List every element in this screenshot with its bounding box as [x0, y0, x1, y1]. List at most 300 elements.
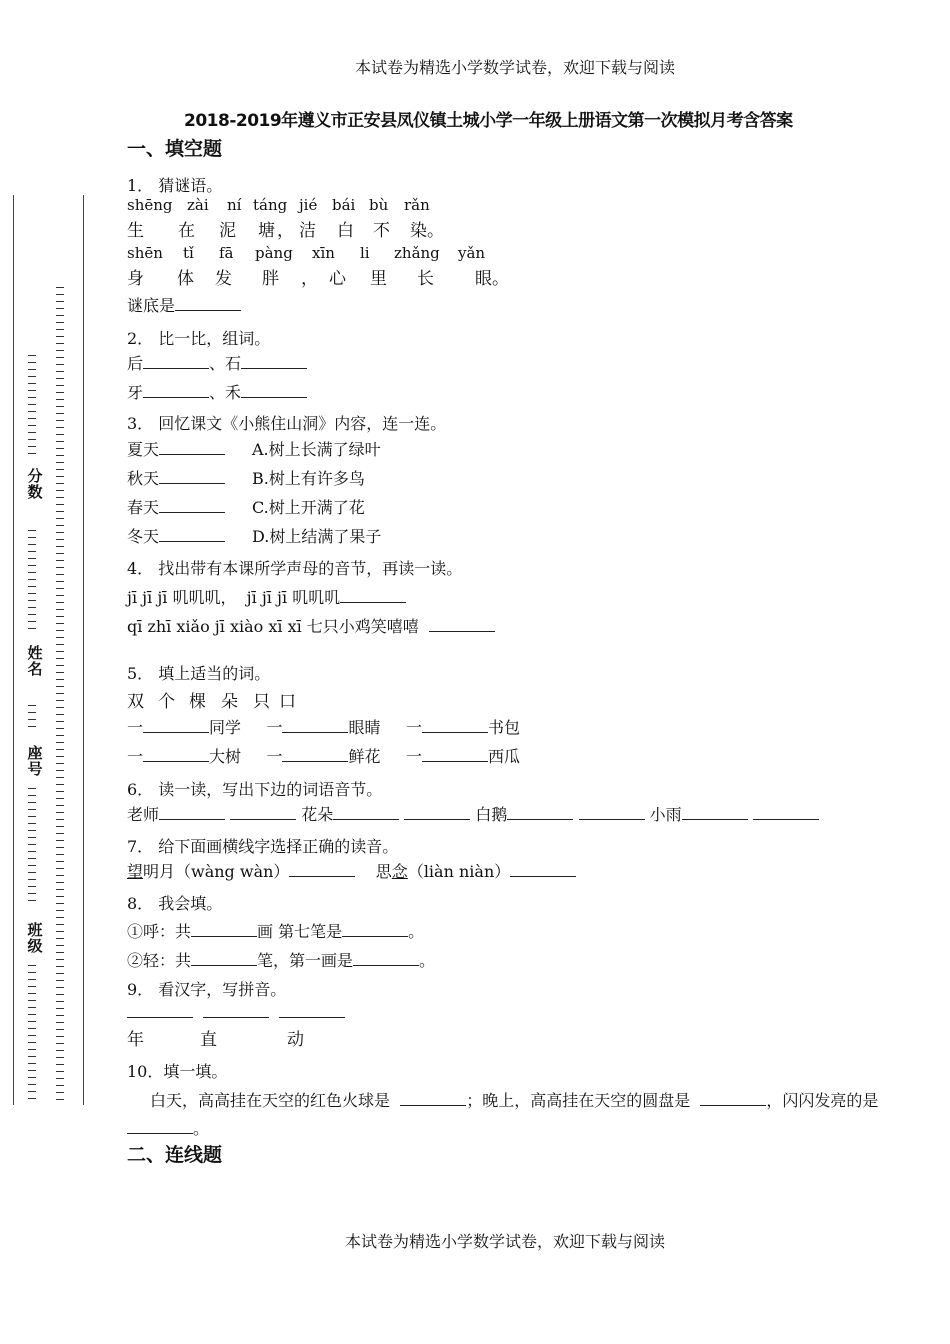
dash-mark — [56, 1064, 64, 1065]
q3-row — [127, 524, 225, 547]
dash-mark — [56, 938, 64, 939]
text: 。 — [193, 1119, 210, 1138]
dash-mark — [28, 1028, 36, 1029]
blank[interactable] — [230, 805, 296, 820]
dash-mark — [56, 574, 64, 575]
dash-mark — [56, 371, 64, 372]
dash-mark — [28, 551, 36, 552]
hanzi: 塘 — [258, 221, 275, 241]
dash-mark — [56, 721, 64, 722]
dash-mark — [28, 1084, 36, 1085]
blank[interactable] — [422, 718, 488, 733]
name-label: 姓名 — [27, 644, 43, 678]
dash-mark — [56, 700, 64, 701]
season: 秋天 — [127, 469, 160, 488]
blank[interactable] — [143, 354, 209, 369]
q7-stem: 7． 给下面画横线字选择正确的读音。 — [127, 837, 399, 856]
dash-mark — [56, 791, 64, 792]
dash-mark — [28, 446, 36, 447]
yi: 一 — [266, 747, 283, 766]
text: ；晚上，高高挂在天空的圆盘是 — [466, 1091, 691, 1110]
yi: 一 — [405, 718, 422, 737]
q2-row2 — [127, 380, 307, 403]
text: ②轻：共 — [127, 951, 192, 970]
pinyin: li — [360, 244, 370, 262]
q1-hanzi-row1 — [127, 216, 457, 241]
dash-mark — [28, 362, 36, 363]
dash-mark — [56, 287, 64, 288]
dash-mark — [28, 600, 36, 601]
blank[interactable] — [753, 805, 819, 820]
dash-mark — [56, 511, 64, 512]
dash-mark — [56, 994, 64, 995]
dash-mark — [56, 623, 64, 624]
q6-row — [127, 802, 819, 825]
dash-mark — [28, 886, 36, 887]
sep: 、 — [209, 383, 226, 402]
q10-line1 — [150, 1088, 878, 1111]
blank[interactable] — [159, 805, 225, 820]
q2-stem: 2． 比一比，组词。 — [127, 329, 271, 348]
blank[interactable] — [241, 354, 307, 369]
q9-chars — [127, 1025, 347, 1050]
q3-option: D.树上结满了果子 — [252, 527, 382, 546]
q4-line2 — [127, 614, 495, 637]
dash-mark — [28, 607, 36, 608]
dash-mark — [56, 343, 64, 344]
word: 白鹅 — [475, 805, 508, 824]
dash-mark — [56, 455, 64, 456]
season: 春天 — [127, 498, 160, 517]
dash-mark — [28, 558, 36, 559]
blank[interactable] — [191, 951, 257, 966]
section-fill-blank: 一、填空题 — [127, 138, 223, 160]
sep: 、 — [209, 354, 226, 373]
dash-mark — [28, 1063, 36, 1064]
dash-mark — [28, 439, 36, 440]
blank[interactable] — [143, 718, 209, 733]
q4-line2-text: qī zhī xiǎo jī xiào xī xī 七只小鸡笑嘻嘻 — [127, 617, 419, 636]
dash-column-left-5 — [28, 965, 36, 1105]
q1-pinyin-row2 — [127, 244, 497, 264]
dash-mark — [28, 788, 36, 789]
dash-mark — [28, 1098, 36, 1099]
word: 花朵 — [301, 805, 334, 824]
dash-mark — [28, 1091, 36, 1092]
season: 冬天 — [127, 527, 160, 546]
dash-mark — [56, 742, 64, 743]
pinyin: ní — [227, 196, 242, 214]
pinyin: shēng — [127, 196, 173, 214]
char: 禾 — [225, 383, 242, 402]
dash-mark — [56, 504, 64, 505]
pinyin: yǎn — [458, 244, 486, 262]
blank[interactable] — [510, 862, 576, 877]
dash-mark — [28, 719, 36, 720]
dash-mark — [56, 1050, 64, 1051]
dash-mark — [28, 816, 36, 817]
dash-mark — [56, 896, 64, 897]
dash-mark — [56, 987, 64, 988]
blank[interactable] — [282, 718, 348, 733]
dash-mark — [28, 1056, 36, 1057]
blank[interactable] — [507, 805, 573, 820]
dash-mark — [56, 686, 64, 687]
text: 。 — [408, 922, 425, 941]
dash-mark — [28, 397, 36, 398]
q2-row1 — [127, 351, 307, 374]
dash-mark — [56, 301, 64, 302]
dash-mark — [28, 621, 36, 622]
word: 大树 — [209, 747, 242, 766]
q3-option: B.树上有许多鸟 — [252, 469, 365, 488]
dash-column-right — [56, 287, 64, 1106]
dash-mark — [28, 425, 36, 426]
dash-mark — [28, 432, 36, 433]
word: 双 — [127, 692, 144, 712]
dash-mark — [56, 294, 64, 295]
blank[interactable] — [127, 1003, 193, 1018]
dash-mark — [28, 893, 36, 894]
dash-mark — [56, 476, 64, 477]
dash-mark — [28, 1049, 36, 1050]
q8-line1 — [127, 919, 424, 942]
dash-mark — [56, 1071, 64, 1072]
dash-mark — [56, 644, 64, 645]
yi: 一 — [266, 718, 283, 737]
blank[interactable] — [159, 498, 225, 513]
dash-mark — [56, 903, 64, 904]
word: 眼睛 — [348, 718, 381, 737]
dash-mark — [56, 763, 64, 764]
dash-mark — [28, 1077, 36, 1078]
dash-mark — [28, 390, 36, 391]
dash-mark — [56, 959, 64, 960]
hanzi: 染。 — [410, 221, 444, 241]
char: 后 — [127, 354, 144, 373]
dash-mark — [28, 872, 36, 873]
q10-line2 — [127, 1116, 209, 1139]
dash-mark — [56, 462, 64, 463]
dash-mark — [56, 497, 64, 498]
blank[interactable] — [279, 1003, 345, 1018]
dash-mark — [28, 418, 36, 419]
dash-mark — [56, 952, 64, 953]
dash-mark — [28, 844, 36, 845]
hanzi: 心 — [329, 269, 346, 289]
hanzi: 身 — [127, 269, 144, 289]
q1-hanzi-row2 — [127, 264, 509, 289]
dash-mark — [56, 770, 64, 771]
blank[interactable] — [241, 383, 307, 398]
dash-mark — [28, 1042, 36, 1043]
dash-mark — [56, 1092, 64, 1093]
dash-mark — [56, 805, 64, 806]
dash-mark — [56, 658, 64, 659]
dash-mark — [28, 453, 36, 454]
underlined-char: 念 — [391, 862, 408, 881]
margin-line-outer — [13, 195, 14, 1105]
blank[interactable] — [700, 1091, 766, 1106]
dash-mark — [56, 441, 64, 442]
dash-mark — [56, 595, 64, 596]
text: ，闪闪发亮的是 — [766, 1091, 879, 1110]
dash-mark — [56, 693, 64, 694]
blank[interactable] — [143, 383, 209, 398]
hanzi: 体 — [177, 269, 194, 289]
dash-mark — [56, 924, 64, 925]
char: 动 — [287, 1030, 304, 1050]
dash-mark — [56, 980, 64, 981]
word: 个 — [158, 692, 175, 712]
dash-mark — [56, 861, 64, 862]
dash-mark — [28, 411, 36, 412]
q4-line1a: jī jī jī 叽叽叽， — [127, 588, 237, 607]
dash-mark — [56, 714, 64, 715]
hanzi: 在 — [178, 221, 195, 241]
dash-mark — [56, 1015, 64, 1016]
word: （liàn niàn） — [407, 862, 511, 881]
blank[interactable] — [282, 747, 348, 762]
dash-mark — [56, 525, 64, 526]
word: 思 — [375, 862, 392, 881]
dash-mark — [56, 385, 64, 386]
dash-mark — [56, 350, 64, 351]
dash-mark — [28, 369, 36, 370]
word: 口 — [279, 692, 296, 712]
blank[interactable] — [127, 1119, 193, 1134]
dash-mark — [28, 579, 36, 580]
dash-mark — [56, 308, 64, 309]
text: 。 — [419, 951, 436, 970]
blank[interactable] — [353, 951, 419, 966]
dash-mark — [56, 630, 64, 631]
blank[interactable] — [333, 805, 399, 820]
blank[interactable] — [159, 469, 225, 484]
pinyin: xīn — [312, 244, 335, 262]
q3-option: A.树上长满了绿叶 — [252, 440, 381, 459]
dash-mark — [56, 518, 64, 519]
pinyin: jié — [299, 196, 318, 214]
q3-stem: 3． 回忆课文《小熊住山洞》内容，连一连。 — [127, 414, 447, 433]
dash-mark — [56, 364, 64, 365]
dash-mark — [56, 1099, 64, 1100]
dash-mark — [28, 986, 36, 987]
q1-stem: 1． 猜谜语。 — [127, 176, 223, 195]
dash-mark — [56, 826, 64, 827]
class-label: 班级 — [27, 921, 43, 955]
dash-mark — [56, 532, 64, 533]
dash-mark — [28, 865, 36, 866]
dash-mark — [56, 1043, 64, 1044]
blank[interactable] — [579, 805, 645, 820]
pinyin: táng — [253, 196, 288, 214]
dash-mark — [56, 483, 64, 484]
dash-mark — [56, 707, 64, 708]
dash-mark — [56, 1078, 64, 1079]
q8-stem: 8． 我会填。 — [127, 894, 223, 913]
word: 只 — [253, 692, 270, 712]
dash-mark — [28, 628, 36, 629]
dash-mark — [56, 448, 64, 449]
q5-stem: 5． 填上适当的词。 — [127, 664, 271, 683]
dash-mark — [56, 329, 64, 330]
dash-mark — [28, 900, 36, 901]
blank[interactable] — [159, 440, 225, 455]
dash-mark — [28, 979, 36, 980]
hanzi: 胖 — [262, 269, 279, 289]
dash-mark — [56, 819, 64, 820]
hanzi: ， — [277, 221, 294, 241]
pinyin: bù — [369, 196, 389, 214]
page-footer: 本试卷为精选小学数学试卷，欢迎下载与阅读 — [344, 1232, 665, 1251]
dash-mark — [28, 1007, 36, 1008]
score-label: 分数 — [27, 467, 43, 501]
dash-mark — [56, 413, 64, 414]
dash-mark — [56, 812, 64, 813]
char: 直 — [200, 1030, 217, 1050]
word: 老师 — [127, 805, 160, 824]
hanzi: ， — [301, 269, 318, 289]
q5-word-list — [127, 687, 327, 712]
blank[interactable] — [422, 747, 488, 762]
yi: 一 — [405, 747, 422, 766]
hanzi: 生 — [127, 221, 144, 241]
blank[interactable] — [404, 805, 470, 820]
pinyin: shēn — [127, 244, 163, 262]
dash-mark — [56, 931, 64, 932]
dash-column-left-4 — [28, 788, 36, 907]
dash-mark — [28, 1014, 36, 1015]
dash-mark — [28, 1000, 36, 1001]
char: 年 — [127, 1030, 144, 1050]
blank[interactable] — [203, 1003, 269, 1018]
dash-mark — [56, 798, 64, 799]
blank[interactable] — [159, 527, 225, 542]
dash-mark — [56, 420, 64, 421]
dash-mark — [28, 965, 36, 966]
dash-mark — [56, 868, 64, 869]
hanzi: 长 — [417, 269, 434, 289]
dash-mark — [28, 404, 36, 405]
blank[interactable] — [342, 922, 408, 937]
blank[interactable] — [429, 617, 495, 632]
dash-mark — [56, 679, 64, 680]
dash-mark — [28, 837, 36, 838]
blank[interactable] — [682, 805, 748, 820]
hanzi: 眼。 — [475, 269, 509, 289]
answer-label: 谜底是 — [127, 296, 176, 315]
dash-mark — [28, 726, 36, 727]
dash-mark — [28, 1021, 36, 1022]
pinyin: zài — [187, 196, 209, 214]
word: 棵 — [189, 692, 206, 712]
pinyin: pàng — [255, 244, 293, 262]
q1-pinyin-row1 — [127, 196, 457, 216]
q5-row1 — [127, 715, 520, 738]
text: 白天，高高挂在天空的红色火球是 — [150, 1091, 391, 1110]
dash-mark — [28, 376, 36, 377]
dash-mark — [28, 830, 36, 831]
dash-mark — [56, 560, 64, 561]
dash-mark — [56, 609, 64, 610]
q3-row — [127, 495, 225, 518]
dash-mark — [56, 315, 64, 316]
margin-line-inner — [83, 195, 84, 1105]
dash-mark — [56, 945, 64, 946]
dash-mark — [28, 537, 36, 538]
dash-mark — [56, 728, 64, 729]
char: 石 — [225, 354, 242, 373]
pinyin: bái — [332, 196, 356, 214]
dash-mark — [56, 336, 64, 337]
dash-mark — [28, 530, 36, 531]
dash-mark — [56, 490, 64, 491]
blank[interactable] — [400, 1091, 466, 1106]
blank[interactable] — [143, 747, 209, 762]
q9-blanks — [127, 1003, 345, 1022]
dash-mark — [56, 357, 64, 358]
dash-mark — [56, 378, 64, 379]
season: 夏天 — [127, 440, 160, 459]
underlined-char: 望 — [127, 862, 144, 881]
dash-mark — [56, 469, 64, 470]
dash-column-left-2 — [28, 530, 36, 635]
q6-stem: 6． 读一读，写出下边的词语音节。 — [127, 780, 383, 799]
answer-blank[interactable] — [175, 296, 241, 311]
dash-mark — [56, 973, 64, 974]
dash-mark — [56, 322, 64, 323]
dash-mark — [28, 823, 36, 824]
page-title: 2018-2019年遵义市正安县凤仪镇土城小学一年级上册语文第一次模拟月考含答案 — [184, 111, 793, 131]
pinyin: zhǎng — [394, 244, 440, 262]
pinyin: rǎn — [404, 196, 430, 214]
blank[interactable] — [191, 922, 257, 937]
dash-mark — [56, 602, 64, 603]
dash-mark — [56, 917, 64, 918]
q4-line1b: jī jī jī 叽叽叽 — [246, 588, 341, 607]
dash-mark — [28, 972, 36, 973]
dash-mark — [28, 851, 36, 852]
hanzi: 里 — [370, 269, 387, 289]
dash-mark — [56, 875, 64, 876]
dash-mark — [28, 1035, 36, 1036]
dash-mark — [56, 581, 64, 582]
dash-mark — [56, 539, 64, 540]
dash-mark — [56, 546, 64, 547]
word: 鲜花 — [348, 747, 381, 766]
dash-mark — [28, 355, 36, 356]
dash-mark — [56, 1001, 64, 1002]
q4-line1 — [127, 585, 406, 608]
hanzi: 泥 — [219, 221, 236, 241]
dash-mark — [56, 637, 64, 638]
pinyin: fā — [219, 244, 234, 262]
word: 朵 — [221, 692, 238, 712]
dash-mark — [28, 795, 36, 796]
word: 书包 — [487, 718, 520, 737]
dash-mark — [28, 712, 36, 713]
dash-mark — [56, 854, 64, 855]
hanzi: 白 — [337, 221, 354, 241]
blank[interactable] — [289, 862, 355, 877]
dash-mark — [56, 889, 64, 890]
dash-mark — [28, 802, 36, 803]
dash-mark — [28, 1070, 36, 1071]
dash-mark — [56, 784, 64, 785]
hanzi: 发 — [215, 269, 232, 289]
blank[interactable] — [340, 588, 406, 603]
